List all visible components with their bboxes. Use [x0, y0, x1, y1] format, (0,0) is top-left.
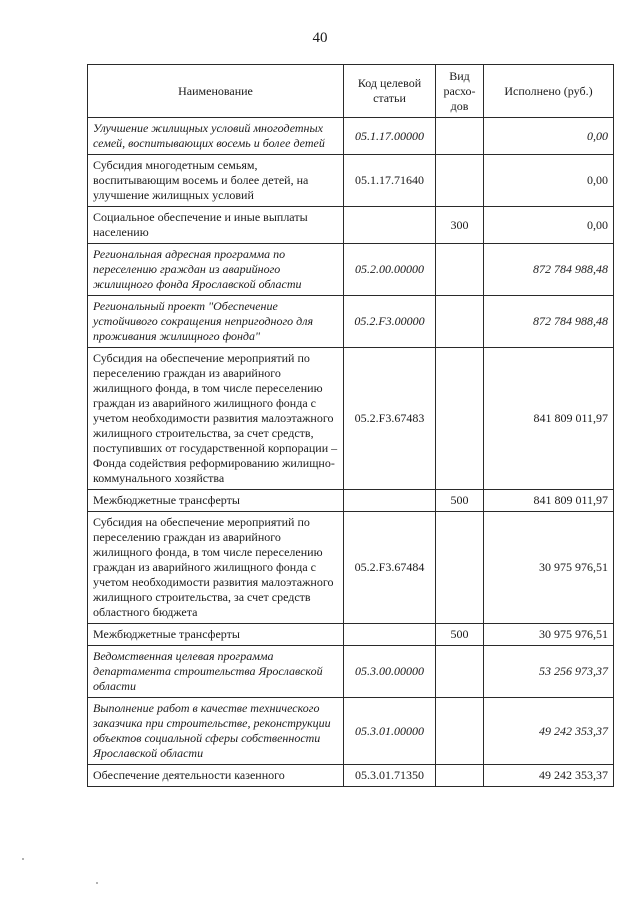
cell-kind — [436, 512, 484, 624]
table-row — [88, 765, 614, 787]
cell-amount: 0,00 — [484, 118, 614, 155]
cell-kind — [436, 155, 484, 207]
table-row — [88, 698, 614, 765]
cell-name: Региональный проект "Обеспечение устойчивого сокращения непригодного для проживания жилищного фонда" — [88, 296, 344, 348]
header-kind: Вид расхо-дов — [436, 65, 484, 118]
cell-kind: 300 — [436, 207, 484, 244]
cell-amount: 30 975 976,51 — [484, 624, 614, 646]
cell-amount: 841 809 011,97 — [484, 348, 614, 490]
cell-name: Социальное обеспечение и иные выплаты населению — [88, 207, 344, 244]
cell-kind — [436, 765, 484, 787]
table-row — [88, 244, 614, 296]
cell-kind — [436, 296, 484, 348]
cell-code: 05.2.F3.67484 — [344, 512, 436, 624]
header-code: Код целевой статьи — [344, 65, 436, 118]
table-row — [88, 624, 614, 646]
cell-name: Субсидия на обеспечение мероприятий по переселению граждан из аварийного жилищного фонда, в том числе переселению граждан из аварийного жилищного фонда с учетом необходимости развития малоэтажного жилищного строительства, за счет средств областного бюджета — [88, 512, 344, 624]
cell-code: 05.3.01.71350 — [344, 765, 436, 787]
cell-kind — [436, 646, 484, 698]
cell-name: Региональная адресная программа по переселению граждан из аварийного жилищного фонда Ярославской области — [88, 244, 344, 296]
cell-amount: 872 784 988,48 — [484, 296, 614, 348]
budget-execution-table — [87, 64, 614, 787]
table-row — [88, 118, 614, 155]
cell-amount: 0,00 — [484, 207, 614, 244]
header-amount: Исполнено (руб.) — [484, 65, 614, 118]
cell-kind — [436, 118, 484, 155]
cell-code: 05.2.F3.67483 — [344, 348, 436, 490]
cell-kind: 500 — [436, 490, 484, 512]
cell-code: 05.2.F3.00000 — [344, 296, 436, 348]
table-row — [88, 646, 614, 698]
cell-kind — [436, 698, 484, 765]
cell-code — [344, 490, 436, 512]
scan-speck — [22, 858, 24, 860]
table-header-row — [88, 65, 614, 118]
cell-name: Межбюджетные трансферты — [88, 490, 344, 512]
cell-kind: 500 — [436, 624, 484, 646]
scan-speck — [96, 882, 98, 884]
table-row — [88, 490, 614, 512]
table-row — [88, 348, 614, 490]
cell-code — [344, 624, 436, 646]
cell-name: Межбюджетные трансферты — [88, 624, 344, 646]
cell-code: 05.2.00.00000 — [344, 244, 436, 296]
cell-kind — [436, 348, 484, 490]
cell-code — [344, 207, 436, 244]
cell-amount: 0,00 — [484, 155, 614, 207]
cell-amount: 49 242 353,37 — [484, 765, 614, 787]
page-number: 40 — [312, 30, 328, 46]
table-row — [88, 207, 614, 244]
table-row — [88, 155, 614, 207]
cell-code: 05.1.17.00000 — [344, 118, 436, 155]
table-row — [88, 296, 614, 348]
cell-name: Обеспечение деятельности казенного — [88, 765, 344, 787]
cell-amount: 53 256 973,37 — [484, 646, 614, 698]
table-body — [88, 118, 614, 787]
cell-amount: 872 784 988,48 — [484, 244, 614, 296]
cell-name: Ведомственная целевая программа департамента строительства Ярославской области — [88, 646, 344, 698]
cell-amount: 30 975 976,51 — [484, 512, 614, 624]
cell-amount: 49 242 353,37 — [484, 698, 614, 765]
cell-name: Выполнение работ в качестве технического заказчика при строительстве, реконструкции объектов социальной сферы собственности Ярославской области — [88, 698, 344, 765]
cell-kind — [436, 244, 484, 296]
cell-code: 05.3.00.00000 — [344, 646, 436, 698]
cell-name: Улучшение жилищных условий многодетных семей, воспитывающих восемь и более детей — [88, 118, 344, 155]
cell-name: Субсидия многодетным семьям, воспитывающим восемь и более детей, на улучшение жилищных условий — [88, 155, 344, 207]
table-row — [88, 512, 614, 624]
cell-code: 05.3.01.00000 — [344, 698, 436, 765]
cell-amount: 841 809 011,97 — [484, 490, 614, 512]
cell-code: 05.1.17.71640 — [344, 155, 436, 207]
cell-name: Субсидия на обеспечение мероприятий по переселению граждан из аварийного жилищного фонда, в том числе переселению граждан из аварийного жилищного фонда с учетом необходимости развития малоэтажного жилищного строительства, за счет средств, поступивших от государственной корпорации – Фонда содействия реформированию жилищно-коммунального хозяйства — [88, 348, 344, 490]
header-name: Наименование — [88, 65, 344, 118]
